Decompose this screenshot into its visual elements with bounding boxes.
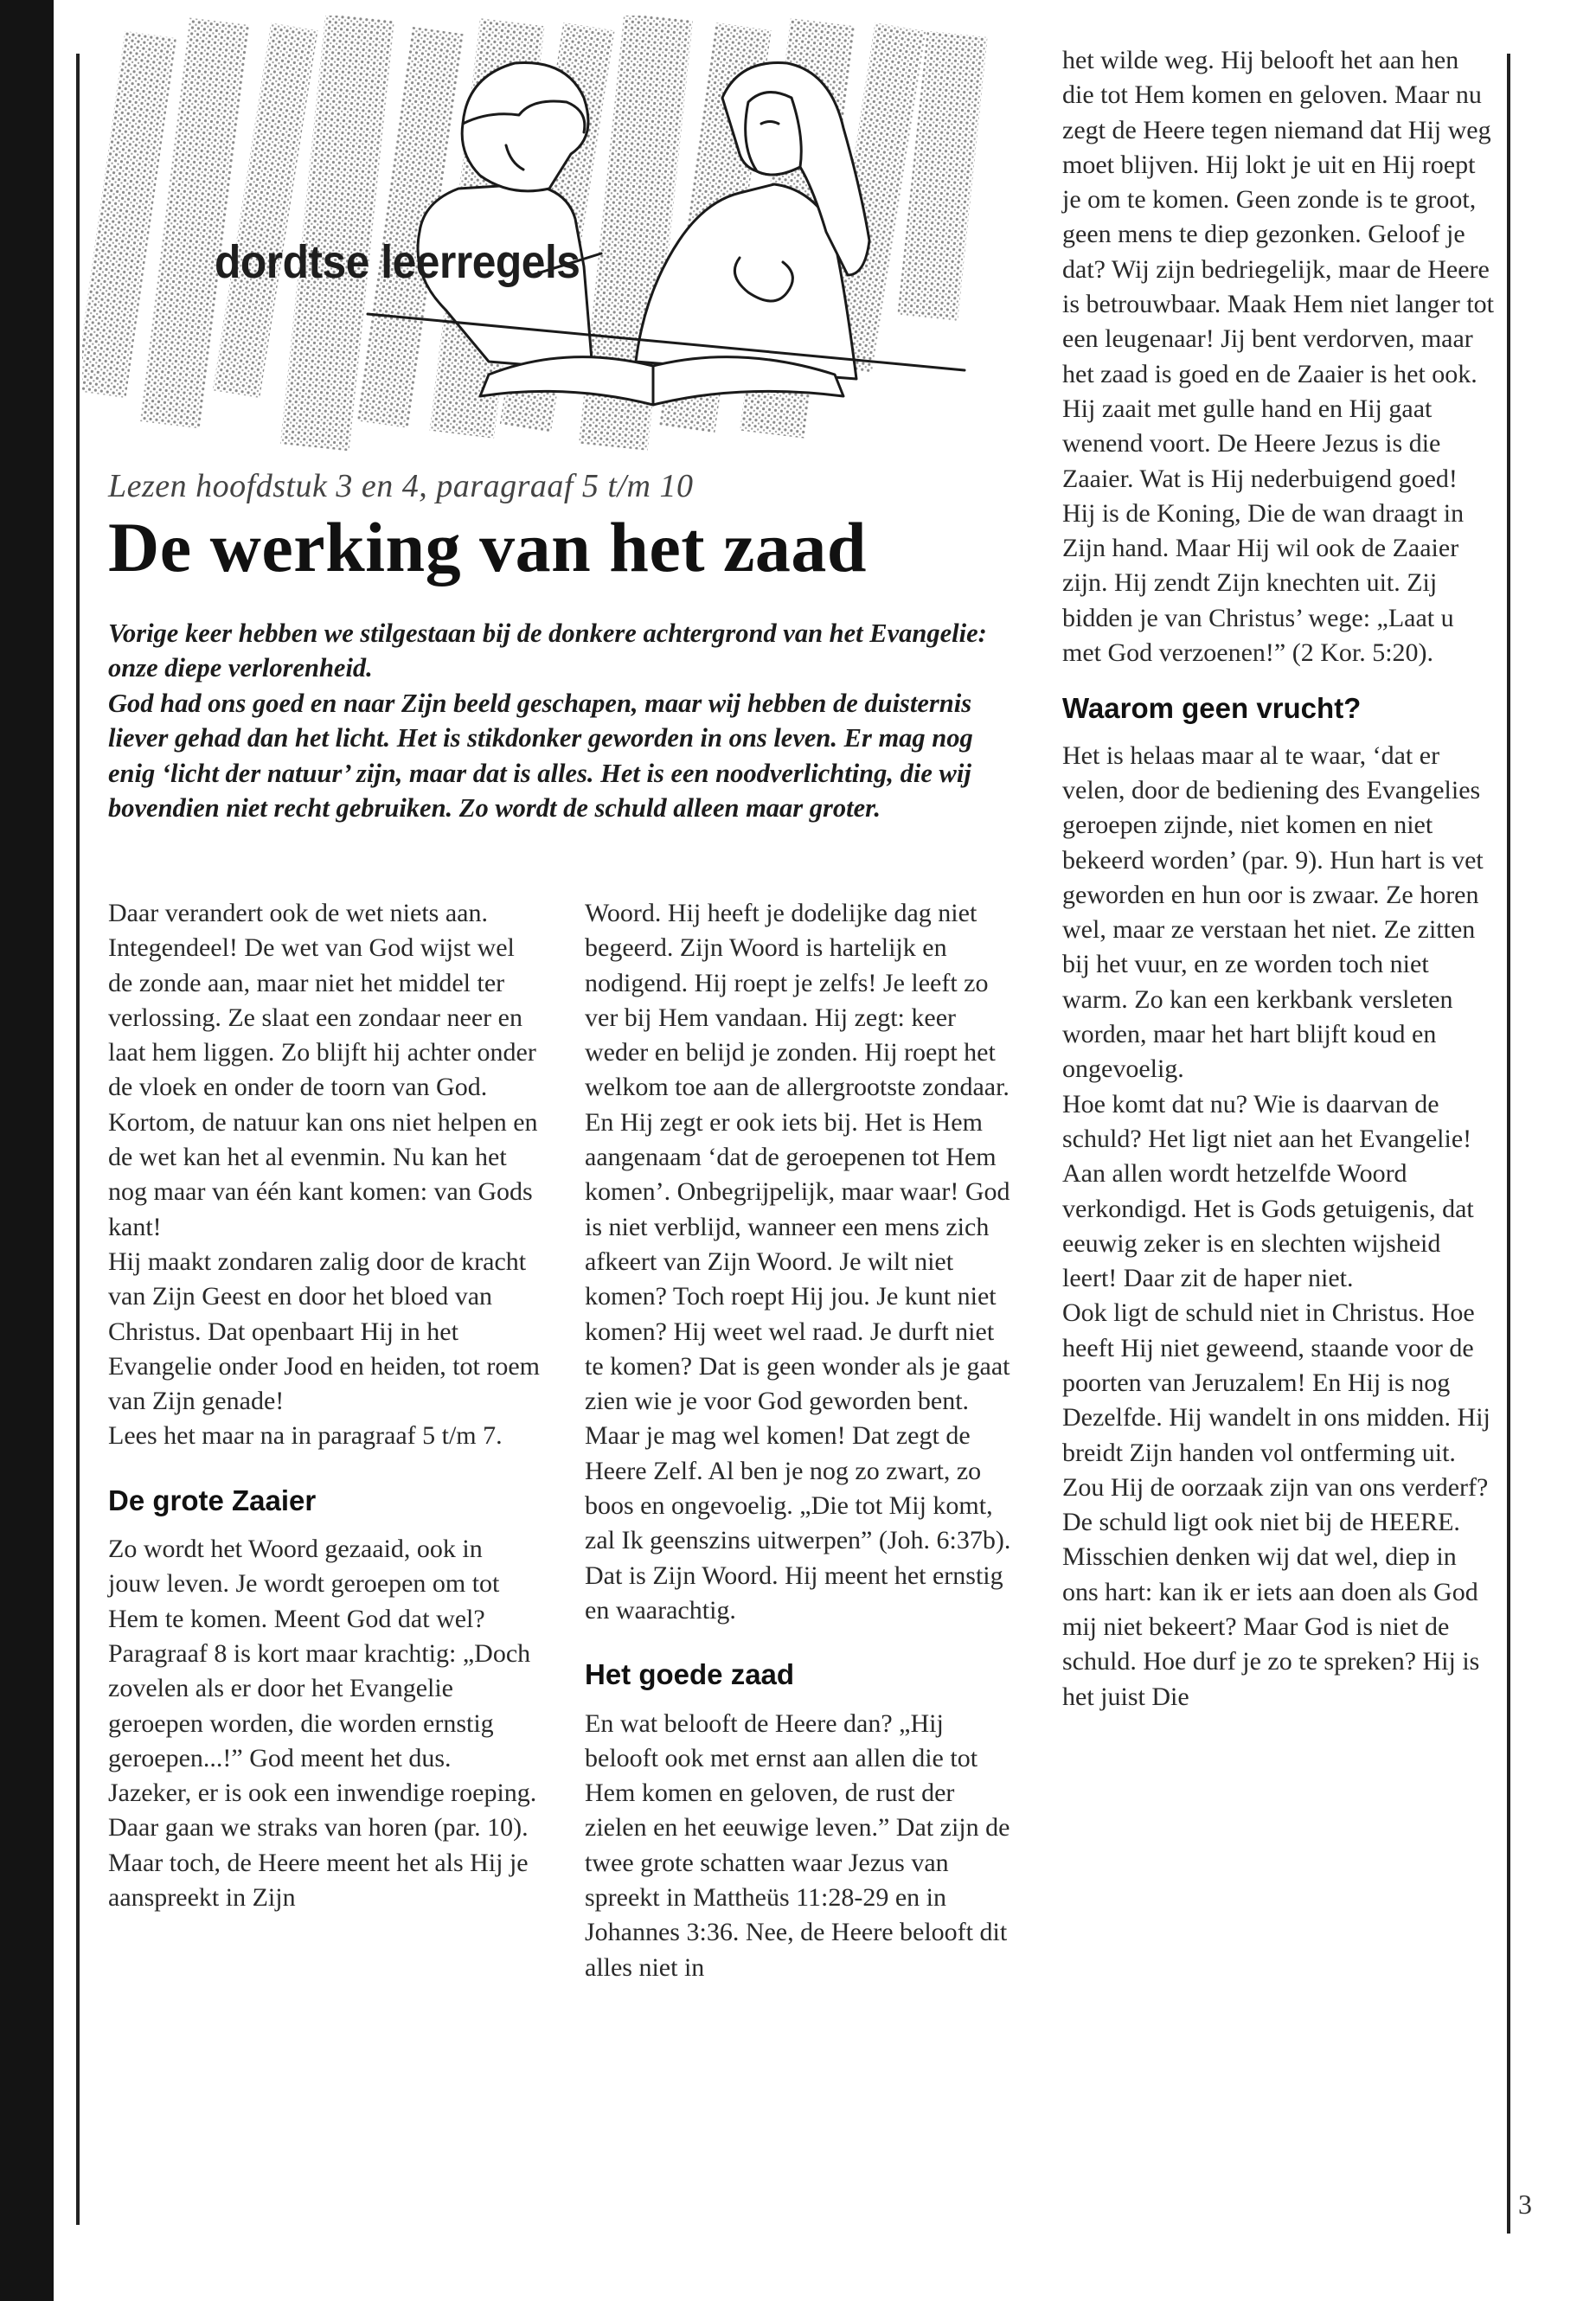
binding-edge	[0, 0, 54, 2301]
column-2	[585, 896, 1017, 1985]
left-rule	[76, 54, 80, 2225]
body-paragraph: En wat belooft de Heere dan? „Hij belooft ook met ernst aan allen die tot Hem komen en geloven, de rust der zielen en het eeuwige leven.” Dat zijn de twee grote schatten waar Jezus van spreekt in Mattheüs 11:28-29 en in Johannes 3:36. Nee, de Heere belooft dit alles niet in	[585, 1708, 1010, 1982]
intro-paragraph: Vorige keer hebben we stilgestaan bij de donkere achtergrond van het Evangelie: onze diepe verlorenheid.	[108, 619, 987, 683]
body-paragraph: Het is helaas maar al te waar, ‘dat er velen, door de bediening des Evangelies geroepen zijnde, niet komen en niet bekeerd worden’ (par. 9). Hun hart is vet geworden en hun oor is zwaar. Ze horen wel, maar ze verstaan het niet. Ze zitten bij het vuur, en ze worden toch niet warm. Zo kan een kerkbank versleten worden, maar het hart blijft koud en ongevoelig.	[1062, 740, 1484, 1084]
body-paragraph: De schuld ligt ook niet bij de HEERE. Misschien denken wij dat wel, diep in ons hart: kan ik er iets aan doen als God mij niet bekeert? Maar God is niet de schuld. Hoe durf je zo te spreken? Hij is het juist Die	[1062, 1508, 1480, 1711]
subheading-waarom-geen-vrucht: Waarom geen vrucht?	[1062, 692, 1362, 725]
body-paragraph: Zo wordt het Woord gezaaid, ook in jouw leven. Je wordt geroepen om tot Hem te komen. Meent God dat wel? Paragraaf 8 is kort maar krachtig: „Doch zovelen als er door het Evangelie geroepen worden, die worden ernstig geroepen...!” God meent het dus. Jazeker, er is ook een inwendige roeping. Daar gaan we straks van horen (par. 10). Maar toch, de Heere meent het als Hij je aanspreekt in Zijn	[108, 1535, 537, 1913]
body-paragraph: Hij maakt zondaren zalig door de kracht van Zijn Geest en door het bloed van Christus. Dat openbaart Hij in het Evangelie onder Jood en heiden, tot roem van Zijn genade!	[108, 1247, 541, 1416]
body-paragraph: Woord. Hij heeft je dodelijke dag niet begeerd. Zijn Woord is hartelijk en nodigend. Hij roept je zelfs! Je leeft zo ver bij Hem vandaan. Hij zegt: keer weder en belijd je zonden. Hij roept het welkom toe aan de allergrootste zondaar. En Hij zegt er ook iets bij. Het is Hem aangenaam ‘dat de geroepenen tot Hem komen’. Onbegrijpelijk, maar waar! God is niet verblijd, wanneer een mens zich afkeert van Zijn Woord. Je wilt niet komen? Toch roept Hij jou. Je kunt niet komen? Hij weet wel raad. Je durft niet te komen? Dat is geen wonder als je gaat zien wie je voor God geworden bent. Maar je mag wel komen! Dat zegt de Heere Zelf. Al ben je nog zo zwart, zo boos en ongevoelig. „Die tot Mij komt, zal Ik geenszins uitwerpen” (Joh. 6:37b). Dat is Zijn Woord. Hij meent het ernstig en waarachtig.	[585, 899, 1011, 1625]
subheading-goede-zaad: Het goede zaad	[585, 1658, 795, 1691]
column-1	[108, 896, 541, 1915]
reading-reference: Lezen hoofdstuk 3 en 4, paragraaf 5 t/m 10	[108, 468, 694, 504]
intro-paragraph: God had ons goed en naar Zijn beeld geschapen, maar wij hebben de duisternis liever gehad dan het licht. Het is stikdonker geworden in ons leven. Er mag nog enig ‘licht der natuur’ zijn, maar dat is alles. Het is een noodverlichting, die wij bovendien niet recht gebruiken. Zo wordt de schuld alleen maar groter.	[108, 688, 973, 824]
column-3	[1062, 43, 1495, 1715]
subheading-grote-zaaier: De grote Zaaier	[108, 1484, 317, 1516]
body-paragraph: Hoe komt dat nu? Wie is daarvan de schuld? Het ligt niet aan het Evangelie! Aan allen wordt hetzelfde Woord verkondigd. Het is Gods getuigenis, dat eeuwig zeker is en slechten wijsheid leert! Daar zit de haper niet.	[1062, 1089, 1474, 1293]
body-paragraph: Lees het maar na in paragraaf 5 t/m 7.	[108, 1421, 503, 1451]
body-paragraph: het wilde weg. Hij belooft het aan hen die tot Hem komen en geloven. Maar nu zegt de Heere tegen niemand dat Hij weg moet blijven. Hij lokt je uit en Hij roept je om te komen. Geen zonde is te groot, geen mens te diep gezonken. Geloof je dat? Wij zijn bedriegelijk, maar de Heere is betrouwbaar. Maak Hem niet langer tot een leugenaar! Jij bent verdorven, maar het zaad is goed en de Zaaier is het ook. Hij zaait met gulle hand en Hij gaat wenend voort. De Heere Jezus is die Zaaier. Wat is Hij nederbuigend goed! Hij is de Koning, Die de wan draagt in Zijn hand. Maar Hij wil ook de Zaaier zijn. Hij zendt Zijn knechten uit. Zij bidden je van Christus’ wege: „Laat u met God verzoenen!” (2 Kor. 5:20).	[1062, 46, 1495, 668]
page-number: 3	[1518, 2189, 1532, 2220]
section-tag: dordtse leerregels	[215, 236, 580, 288]
column-rule	[1507, 54, 1510, 2234]
intro-lead	[108, 616, 1012, 825]
body-paragraph: Ook ligt de schuld niet in Christus. Hoe heeft Hij niet geweend, staande voor de poorten van Jeruzalem! En Hij is nog Dezelfde. Hij wandelt in ons midden. Hij breidt Zijn handen vol ontferming uit. Zou Hij de oorzaak zijn van ons verderf?	[1062, 1298, 1490, 1502]
article-title: De werking van het zaad	[108, 508, 868, 586]
body-paragraph: Daar verandert ook de wet niets aan. Integendeel! De wet van God wijst wel de zonde aan, maar niet het middel ter verlossing. Ze slaat een zondaar neer en laat hem liggen. Zo blijft hij achter onder de vloek en onder de toorn van God. Kortom, de natuur kan ons niet helpen en de wet kan het al evenmin. Nu kan het nog maar van één kant komen: van Gods kant!	[108, 899, 538, 1241]
